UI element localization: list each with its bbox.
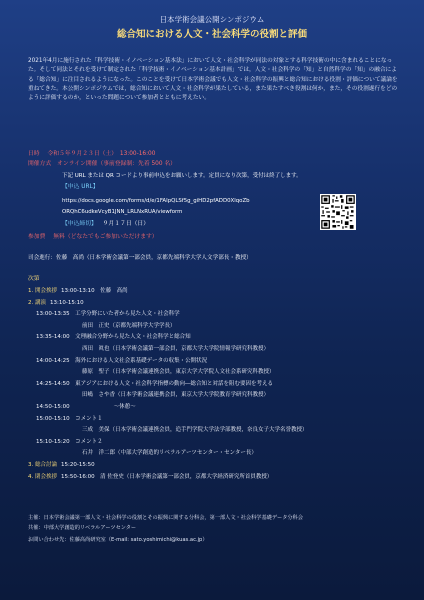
deadline-label: 【申込締切】 [62,221,97,227]
program-item: 14:00-14:25 海外における人文社会系基礎データの収集・公開状況 [36,357,208,364]
program-item-text: 15:50-16:00 清︎︎︎ 佐登史（日本学術会議第一部会員，京都大学経済研究所首員教授） [61,473,273,480]
symposium-title: 総合知における人文・社会科学の役割と評価 [116,29,307,40]
program-item: 15:00-15:10 コメント１ [36,415,103,422]
program-item [28,299,84,307]
date-value: 令和５年９月２３日（土） 13:00-16:00 [47,151,156,157]
program-item: 前田 正史（京都先端科学大学学長） [82,322,176,329]
qr-code-icon[interactable] [320,194,356,230]
program-item-label: 2. 講演 [28,299,46,306]
fee-row [28,233,158,241]
format-label: 開催方式 [28,161,52,167]
register-note: 下記 URL または QR コードより事前申込をお願いします。定員になり次第，受付は終了します。 [62,173,302,179]
date-row [28,150,155,158]
host-line: 主催：日本学術会議第一部人文・社会科学の役割とその振興に関する分科会，第一部人文・社会科学基礎データ分科会 [28,515,303,521]
program-item-text: 15:20-15:50 [61,462,95,468]
fee-label: 参加費 [28,234,46,240]
program-item: 13:35-14:00 文理融合分野から見た人文・社会科学と総合知 [36,334,191,341]
program-item: 13:00-13:35 工学分野にいた者から見た人文・社会科学 [36,311,180,318]
program-item: 三成 美保（日本学術会議連携会員，追手門学院大学法学部教授，奈良女子大学名誉教授） [82,427,308,434]
program-item [28,461,95,469]
contact-line: お問い合わせ先：佐藤高尚研究室（E-mail: sato.yoshimichi@kuas.ac.jp） [28,537,208,543]
program-item-label: 1. 開会挨拶 [28,288,57,294]
signup-url-line2[interactable]: ORQhC6udkeVcyB1JNN_LRLNxRUA/viewform [62,209,183,215]
program-item-text: 13:00-13:10 佐藤 高尚 [61,288,128,294]
fee-value: 無料（どなたでもご参加いただけます） [53,234,158,240]
url-label: 【申込 URL】 [62,184,99,190]
format-row [28,160,176,168]
program-item [28,473,272,481]
deadline-value: ９月１７日（日） [102,221,150,227]
moderator-line: 司会進行：佐藤 高尚（日本学術会議第一部会員，京都先端科学大学人文学部長・教授） [28,255,252,261]
program-heading: 次第 [28,276,40,282]
deadline-row [62,220,149,228]
program-item [28,287,128,295]
signup-url-line1[interactable]: https://docs.google.com/forms/d/e/1FAIpQLSf5g_giHD2pfADD0XlqoZb [62,198,250,204]
org-title: 日本学術会議公開シンポジウム [159,15,265,24]
intro-paragraph: 2021年4月に施行された「科学技術・イノベーション基本法」において人文・社会科学が同法の対象とする科学技術の中に含まれることになった。そして同法とそれを受けて制定された「科学技術・イノベーション基本計画」では，人文・社会科学の「知」と自然科学の「知」の融合による「総合知」に注目されるようになった。このことを受けて日本学術会議でも人文・社会科学の振興と総合知における役割・評価について議論を重ねてきた。本公開シンポジウムでは，総合知において人文・社会科学が果たしている，また果たすべき役割は何か，また，その役割遂行をどのように評価するのか，といった問題について参加者とともに考えたい。 [28,58,398,102]
program-item: 田嶋 さや香（日本学術会議連携会員，東京大学大学院教育学研究科教授） [82,392,270,399]
program-item: 西田 眞也（日本学術会議第一部会員，京都大学大学院情報学研究科教授） [82,346,270,352]
program-item-text: 13:10-15:10 [50,299,84,306]
program-item: 14:25-14:50 東アジアにおける人文・社会科学指標の動向―総合知と対話を阻む要因を考える [36,380,273,387]
program-item: 石井 洋二郎（中部大学創造的リベラルアーツセンター・センター長） [82,450,257,457]
program-item: 14:50-15:00 ～休憩～ [36,404,136,410]
program-item: 15:10-15:20 コメント２ [36,438,103,445]
program-item-label: 4. 閉会挨拶 [28,473,57,480]
program-item: 藤原 聖子（日本学術会議連携会員，東京大学大学院人文社会系研究科教授） [82,369,275,376]
date-label: 日時 [28,151,40,157]
cohost-line: 共催：中部大学創造的リベラルアーツセンター [28,525,137,531]
program-item-label: 3. 総合討論 [28,462,57,468]
format-value: オンライン開催（事前登録制：先着 500 名） [57,161,176,167]
